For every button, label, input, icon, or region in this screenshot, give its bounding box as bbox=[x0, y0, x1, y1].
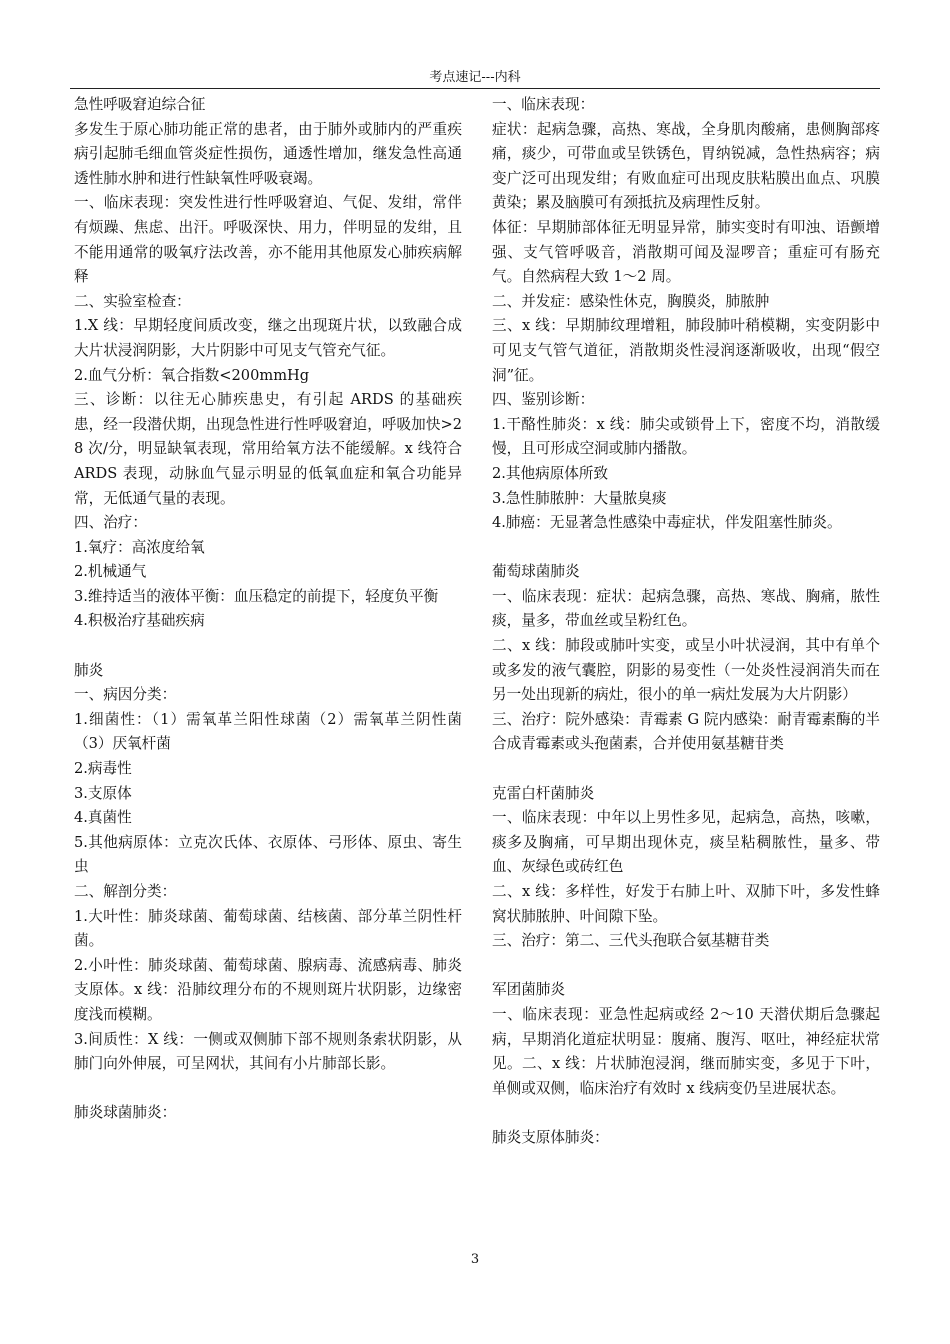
paragraph: 二、并发症：感染性休克，胸膜炎，肺脓肿 bbox=[492, 292, 770, 310]
paragraph: 2.机械通气 bbox=[74, 563, 147, 581]
paragraph: 症状：起病急骤，高热、寒战，全身肌肉酸痛，患侧胸部疼痛，痰少，可带血或呈铁锈色，胃纳锐减，急性热病容；病变广泛可出现发绀；有败血症可出现皮肤粘膜出血点、巩膜黄染；累及脑膜可有颈抵抗及病理性反射。 bbox=[492, 120, 880, 212]
paragraph: 一、临床表现： bbox=[492, 96, 595, 113]
paragraph: 三、x 线：早期肺纹理增粗，肺段肺叶稍模糊，实变阴影中可见支气管气道征，消散期炎性浸润逐渐吸收，出现“假空洞”征。 bbox=[492, 317, 880, 384]
paragraph: 2.血气分析：氧合指数<200mmHg bbox=[74, 366, 310, 384]
paragraph: 2.病毒性 bbox=[74, 760, 132, 778]
paragraph: 肺炎支原体肺炎： bbox=[492, 1128, 609, 1146]
paragraph: 1.大叶性：肺炎球菌、葡萄球菌、结核菌、部分革兰阴性杆菌。 bbox=[74, 907, 462, 950]
paragraph: 4.肺癌：无显著急性感染中毒症状，伴发阻塞性肺炎。 bbox=[492, 514, 842, 532]
paragraph: 3.急性肺脓肿：大量脓臭痰 bbox=[492, 489, 667, 507]
paragraph: 三、治疗：第二、三代头孢联合氨基糖苷类 bbox=[492, 932, 770, 950]
paragraph: 体征：早期肺部体征无明显异常，肺实变时有叩浊、语颤增强、支气管呼吸音，消散期可闻及湿啰音；重症可有肠充气。自然病程大致 1～2 周。 bbox=[492, 218, 880, 286]
paragraph: 肺炎 bbox=[74, 661, 104, 679]
paragraph: 2.小叶性：肺炎球菌、葡萄球菌、腺病毒、流感病毒、肺炎支原体。x 线：沿肺纹理分布的不规则斑片状阴影，边缘密度浅而模糊。 bbox=[74, 956, 462, 1023]
blank-line bbox=[492, 757, 880, 782]
paragraph: 3.维持适当的液体平衡：血压稳定的前提下，轻度负平衡 bbox=[74, 587, 439, 605]
paragraph: 一、临床表现：亚急性起病或经 2～10 天潜伏期后急骤起病，早期消化道症状明显：腹痛、腹泻、呕吐，神经症状常见。二、x 线：片状肺泡浸润，继而肺实变，多见于下叶，单侧或双侧，临床治疗有效时 x 线病变仍呈进展状态。 bbox=[492, 1005, 880, 1097]
blank-line bbox=[492, 1101, 880, 1126]
page-number: 3 bbox=[470, 1252, 480, 1267]
paragraph: 葡萄球菌肺炎 bbox=[492, 563, 580, 581]
paragraph: 二、解剖分类： bbox=[74, 883, 177, 900]
paragraph: 二、x 线：肺段或肺叶实变，或呈小叶状浸润，其中有单个或多发的液气囊腔，阴影的易变性（一处炎性浸润消失而在另一处出现新的病灶，很小的单一病灶发展为大片阴影） bbox=[492, 637, 880, 704]
paragraph: 3.间质性：X 线：一侧或双侧肺下部不规则条索状阴影，从肺门向外伸展，可呈网状，其间有小片肺部长影。 bbox=[74, 1030, 462, 1073]
paragraph: 克雷白杆菌肺炎 bbox=[492, 784, 595, 802]
paragraph: 四、治疗： bbox=[74, 514, 147, 532]
paragraph: 1.X 线：早期轻度间质改变，继之出现斑片状，以致融合成大片状浸润阴影，大片阴影中可见支气管充气征。 bbox=[74, 317, 462, 359]
paragraph: 1.细菌性：（1）需氧革兰阳性球菌（2）需氧革兰阴性菌（3）厌氧杆菌 bbox=[74, 710, 462, 753]
paragraph: 5.其他病原体：立克次氏体、衣原体、弓形体、原虫、寄生虫 bbox=[74, 833, 462, 876]
paragraph: 2.其他病原体所致 bbox=[492, 464, 609, 482]
paragraph: 肺炎球菌肺炎： bbox=[74, 1104, 177, 1122]
paragraph: 一、临床表现：突发性进行性呼吸窘迫、气促、发绀，常伴有烦躁、焦虑、出汗。呼吸深快、用力，伴明显的发绀，且不能用通常的吸氧疗法改善，亦不能用其他原发心肺疾病解释 bbox=[74, 194, 462, 286]
left-column bbox=[74, 93, 462, 1126]
paragraph: 三、诊断：以往无心肺疾患史，有引起 ARDS 的基础疾患，经一段潜伏期，出现急性进行性呼吸窘迫，呼吸加快>28 次/分，明显缺氧表现，常用给氧方法不能缓解。x 线符合 ARDS 表现，动脉血气显示明显的低氧血症和氧合功能异常，无低通气量的表现。 bbox=[74, 391, 462, 507]
paragraph: 一、临床表现：中年以上男性多见，起病急，高热，咳嗽，痰多及胸痛，可早期出现休克，痰呈粘稠脓性，量多、带血、灰绿色或砖红色 bbox=[492, 809, 880, 876]
blank-line bbox=[74, 634, 462, 659]
paragraph: 急性呼吸窘迫综合征 bbox=[74, 96, 206, 113]
blank-line bbox=[492, 536, 880, 561]
paragraph: 4.真菌性 bbox=[74, 809, 132, 827]
paragraph: 4.积极治疗基础疾病 bbox=[74, 612, 205, 630]
header-rule bbox=[70, 88, 880, 89]
paragraph: 多发生于原心肺功能正常的患者，由于肺外或肺内的严重疾病引起肺毛细血管炎症性损伤，通透性增加，继发急性高通透性肺水肿和进行性缺氧性呼吸衰竭。 bbox=[74, 120, 462, 187]
paragraph: 军团菌肺炎 bbox=[492, 981, 565, 999]
paragraph: 一、病因分类： bbox=[74, 686, 177, 704]
paragraph: 三、治疗：院外感染：青霉素 G 院内感染：耐青霉素酶的半合成青霉素或头孢菌素，合并使用氨基糖苷类 bbox=[492, 710, 880, 753]
page-header: 考点速记---内科 bbox=[429, 70, 521, 85]
paragraph: 3.支原体 bbox=[74, 784, 132, 802]
right-column bbox=[492, 93, 880, 1151]
paragraph: 1.氧疗：高浓度给氧 bbox=[74, 538, 205, 556]
paragraph: 二、x 线：多样性，好发于右肺上叶、双肺下叶，多发性蜂窝状肺脓肿、叶间隙下坠。 bbox=[492, 883, 880, 925]
blank-line bbox=[492, 954, 880, 979]
paragraph: 二、实验室检查： bbox=[74, 292, 191, 310]
blank-line bbox=[74, 1077, 462, 1102]
paragraph: 一、临床表现：症状：起病急骤，高热、寒战、胸痛，脓性痰，量多，带血丝或呈粉红色。 bbox=[492, 587, 880, 630]
paragraph: 1.干酪性肺炎：x 线：肺尖或锁骨上下，密度不均，消散缓慢，且可形成空洞或肺内播散。 bbox=[492, 415, 880, 458]
paragraph: 四、鉴别诊断： bbox=[492, 391, 595, 409]
